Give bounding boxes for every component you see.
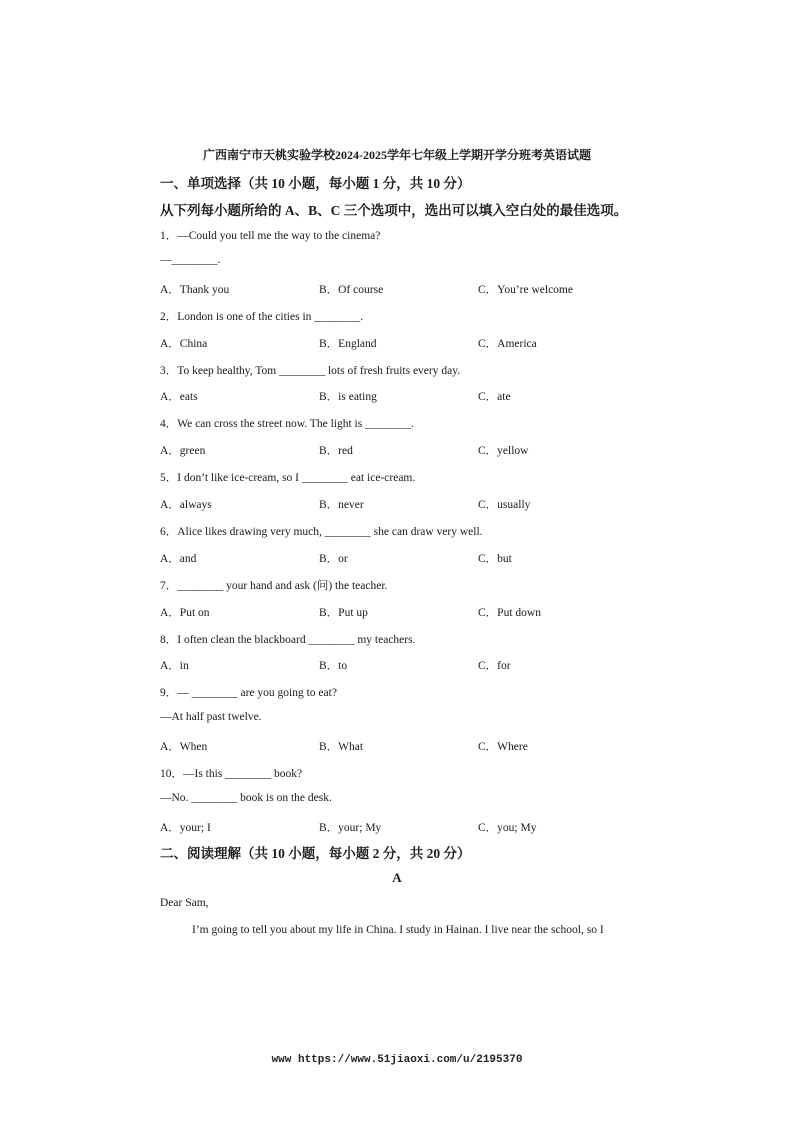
question-5-option-b: B．never bbox=[319, 499, 364, 511]
question-4-option-b: B．red bbox=[319, 445, 353, 458]
question-10-option-a: A．your; I bbox=[160, 821, 211, 834]
question-6-option-a: A．and bbox=[160, 552, 197, 565]
question-2-option-c: C．America bbox=[478, 337, 537, 350]
question-1-line: —________. bbox=[160, 253, 221, 266]
question-10-option-c: C．you; My bbox=[478, 821, 537, 834]
question-1-option-b: B．Of course bbox=[319, 283, 384, 296]
question-10-line: 10．—Is this ________ book? bbox=[160, 768, 303, 780]
passage-label: A bbox=[392, 870, 402, 885]
question-8-option-a: A．in bbox=[160, 660, 189, 673]
question-6-option-c: C．but bbox=[478, 552, 512, 565]
question-9-line: —At half past twelve. bbox=[160, 711, 262, 724]
question-1-option-c: C．You’re welcome bbox=[478, 283, 573, 296]
question-1-line: 1．—Could you tell me the way to the cinema? bbox=[160, 230, 381, 242]
document-title: 广西南宁市天桃实验学校2024-2025学年七年级上学期开学分班考英语试题 bbox=[203, 148, 591, 162]
question-8-line: 8．I often clean the blackboard ________ my teachers. bbox=[160, 633, 416, 646]
question-10-option-b: B．your; My bbox=[319, 821, 382, 834]
question-7-option-c: C．Put down bbox=[478, 606, 541, 619]
question-4-option-a: A．green bbox=[160, 445, 206, 458]
question-2-line: 2．London is one of the cities in ________. bbox=[160, 310, 364, 323]
question-3-line: 3．To keep healthy, Tom ________ lots of fresh fruits every day. bbox=[160, 364, 461, 377]
question-9-option-c: C．Where bbox=[478, 741, 528, 754]
question-8-option-b: B．to bbox=[319, 660, 348, 673]
question-7-option-a: A．Put on bbox=[160, 606, 210, 619]
watermark-url: www https://www.51jiaoxi.com/u/2195370 bbox=[271, 1054, 523, 1066]
question-9-line: 9．— ________ are you going to eat? bbox=[160, 687, 337, 700]
question-5-option-a: A．always bbox=[160, 499, 212, 511]
question-9-option-b: B．What bbox=[319, 741, 364, 754]
question-2-option-a: A．China bbox=[160, 337, 208, 350]
question-7-option-b: B．Put up bbox=[319, 606, 368, 619]
passage-first-line: I’m going to tell you about my life in China. I study in Hainan. I live near the school, so I bbox=[192, 924, 604, 936]
question-3-option-c: C．ate bbox=[478, 391, 511, 404]
letter-greeting: Dear Sam, bbox=[160, 897, 209, 909]
section-1-instruction: 从下列每小题所给的 A、B、C 三个选项中，选出可以填入空白处的最佳选项。 bbox=[160, 203, 628, 218]
question-8-option-c: C．for bbox=[478, 660, 511, 673]
question-3-option-b: B．is eating bbox=[319, 391, 377, 404]
question-4-option-c: C．yellow bbox=[478, 445, 529, 458]
question-4-line: 4．We can cross the street now. The light is ________. bbox=[160, 418, 414, 431]
question-2-option-b: B．England bbox=[319, 337, 377, 350]
question-5-line: 5．I don’t like ice-cream, so I ________ eat ice-cream. bbox=[160, 472, 416, 485]
question-3-option-a: A．eats bbox=[160, 391, 198, 404]
question-1-option-a: A．Thank you bbox=[160, 283, 230, 296]
question-9-option-a: A．When bbox=[160, 741, 208, 754]
question-10-line: —No. ________ book is on the desk. bbox=[160, 791, 332, 804]
question-5-option-c: C．usually bbox=[478, 499, 531, 511]
question-6-option-b: B．or bbox=[319, 552, 348, 565]
question-7-line: 7．________ your hand and ask (问) the teacher. bbox=[160, 579, 388, 592]
section-1-heading: 一、单项选择（共 10 小题，每小题 1 分，共 10 分） bbox=[160, 176, 471, 191]
question-6-line: 6．Alice likes drawing very much, ________ she can draw very well. bbox=[160, 525, 483, 538]
section-2-heading: 二、阅读理解（共 10 小题，每小题 2 分，共 20 分） bbox=[160, 846, 471, 861]
